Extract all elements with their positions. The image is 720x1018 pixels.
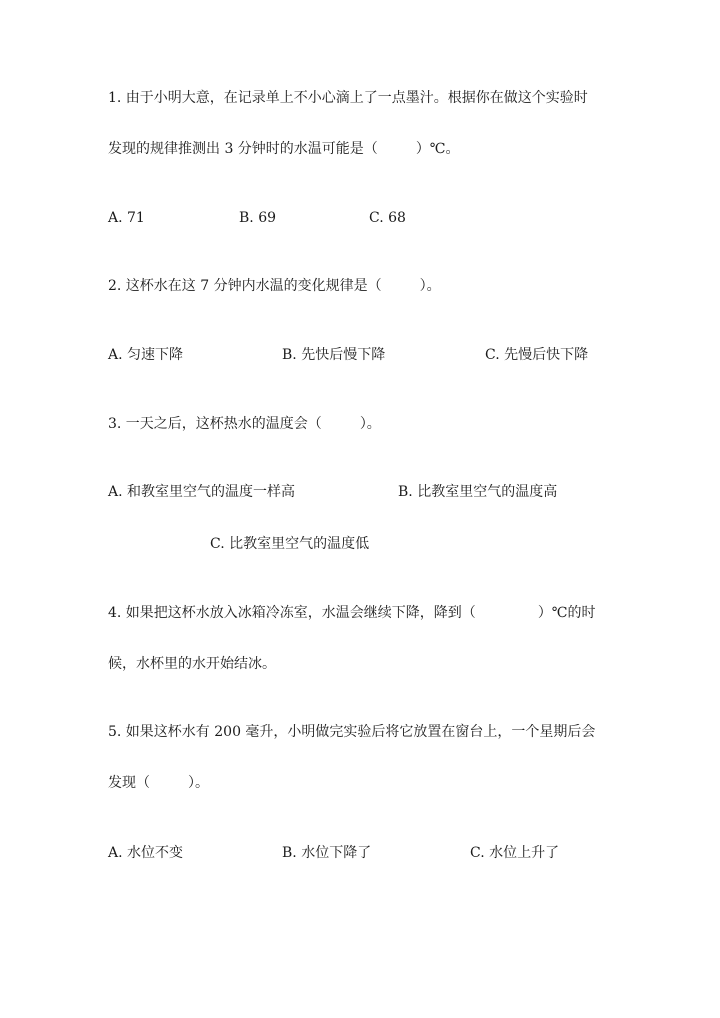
option-b: B. 69 bbox=[239, 210, 277, 226]
question-3-text: 3. 一天之后，这杯热水的温度会（ bbox=[108, 416, 322, 432]
question-1-text: 发现的规律推测出 3 分钟时的水温可能是（ bbox=[108, 141, 378, 157]
question-2-text: 2. 这杯水在这 7 分钟内水温的变化规律是（ bbox=[108, 278, 382, 294]
question-1-line-2 bbox=[108, 140, 459, 158]
question-5-text: 发现（ bbox=[108, 775, 150, 791]
option-a: A. 水位不变 bbox=[108, 845, 184, 861]
option-b: B. 先快后慢下降 bbox=[282, 347, 386, 363]
question-4-text-end: ）℃的时 bbox=[537, 605, 596, 621]
option-c: C. 水位上升了 bbox=[470, 845, 560, 861]
question-1-text-end: ）℃。 bbox=[415, 141, 460, 157]
option-c: C. 先慢后快下降 bbox=[485, 347, 589, 363]
question-2-line-1 bbox=[108, 277, 441, 295]
option-c: C. 比教室里空气的温度低 bbox=[210, 536, 370, 552]
option-c: C. 68 bbox=[369, 210, 406, 226]
question-3-line-1 bbox=[108, 415, 381, 433]
option-a: A. 匀速下降 bbox=[108, 347, 184, 363]
option-a: A. 和教室里空气的温度一样高 bbox=[108, 484, 296, 500]
question-5-line-1: 5. 如果这杯水有 200 毫升，小明做完实验后将它放置在窗台上，一个星期后会 bbox=[108, 724, 596, 740]
question-4-text: 4. 如果把这杯水放入冰箱冷冻室，水温会继续下降，降到（ bbox=[108, 605, 476, 621]
question-5-text-end: ）。 bbox=[188, 775, 209, 791]
question-4-line-2: 候，水杯里的水开始结冰。 bbox=[108, 656, 276, 672]
option-a: A. 71 bbox=[108, 210, 145, 226]
question-1-line-1: 1. 由于小明大意，在记录单上不小心滴上了一点墨汁。根据你在做这个实验时 bbox=[108, 90, 588, 106]
question-3-text-end: ）。 bbox=[359, 416, 381, 432]
question-5-line-2 bbox=[108, 774, 209, 792]
question-4-line-1 bbox=[108, 604, 595, 622]
question-2-text-end: ）。 bbox=[419, 278, 441, 294]
option-b: B. 比教室里空气的温度高 bbox=[398, 484, 558, 500]
option-b: B. 水位下降了 bbox=[282, 845, 372, 861]
